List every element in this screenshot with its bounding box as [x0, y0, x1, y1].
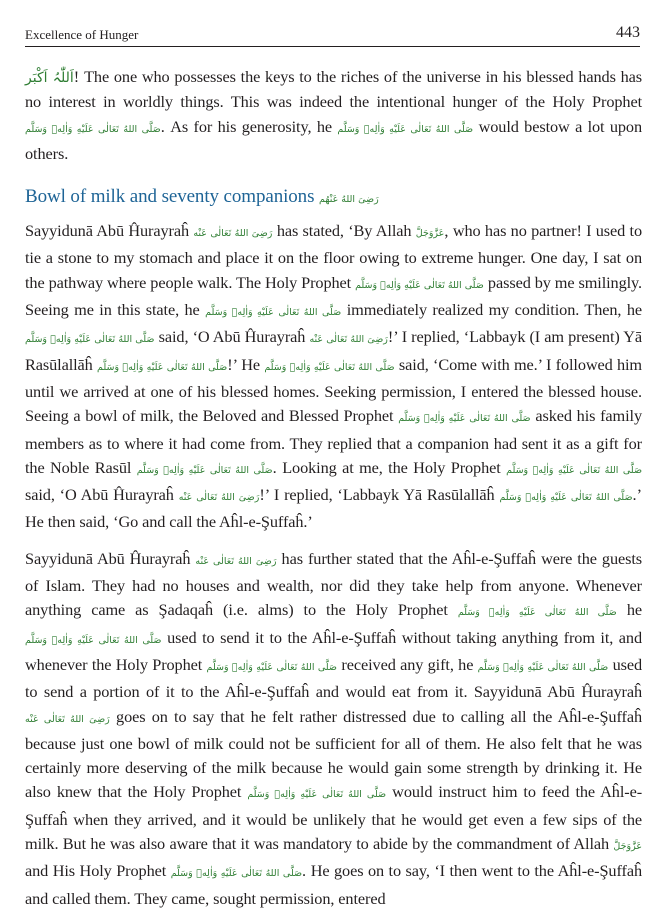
text-run: !’ I replied, ‘Labbayk Yā Rasūlallāĥ	[259, 485, 500, 505]
salawat-calligraphy: صَلَّى اللهُ تَعَالٰى عَلَيْهِ وَاٰلِهٖ وَسَلَّم	[136, 464, 273, 476]
text-run: Sayyidunā Abū Ĥurayraĥ	[25, 548, 196, 568]
text-run: received any gift, he	[337, 654, 478, 674]
text-run: !’ I replied, ‘Labbayk (I am present) Yā Rasūlallāĥ	[25, 327, 643, 374]
section-heading	[25, 182, 642, 215]
page-number: 443	[616, 24, 640, 41]
paragraph-2	[25, 547, 642, 911]
azza-wa-jall-calligraphy: عَزَّوَجَلَّ	[613, 841, 642, 853]
text-run: has stated, ‘By Allah	[272, 221, 416, 241]
text-run: . He goes on to say, ‘I then went to the Aĥl-e-Şuffaĥ and called them. They came, sought permission, entered	[25, 861, 642, 908]
radiallahu-anhu-calligraphy: رَضِیَ اللهُ تَعَالٰی عَنْه	[195, 555, 277, 567]
text-run: has further stated that the Aĥl-e-Şuffaĥ were the guests of Islam. They had no houses and wealth, nor did they take help from anyone. Whenever anything came as Şadaqaĥ (i.e. alms) to the Holy Prophet	[25, 548, 643, 620]
salawat-calligraphy: صَلَّى اللهُ تَعَالٰى عَلَيْهِ وَاٰلِهٖ وَسَلَّم	[355, 279, 484, 291]
salawat-calligraphy: صَلَّى اللهُ تَعَالٰى عَلَيْهِ وَاٰلِهٖ وَسَلَّم	[477, 661, 609, 673]
text-run: said, ‘O Abū Ĥurayraĥ	[154, 327, 310, 347]
radiallahu-anhu-calligraphy: رَضِیَ اللهُ تَعَالٰی عَنْه	[25, 713, 110, 725]
text-run: used to send a portion of it to the Aĥl-e-Şuffaĥ and would eat from it. Sayyidunā Abū Ĥurayraĥ	[25, 654, 643, 702]
azza-wa-jall-calligraphy: عَزَّوَجَلَّ	[415, 228, 445, 240]
text-run: . Looking at me, the Holy Prophet	[272, 457, 507, 477]
text-run: used to send it to the Aĥl-e-Şuffaĥ without taking anything from it, and whenever the Holy Prophet	[25, 627, 642, 674]
text-run: immediately realized my condition. Then, he	[341, 300, 642, 320]
radiallahu-anhum-calligraphy: رَضِیَ اللهُ عَنْهُم	[319, 194, 379, 206]
text-run: Sayyidunā Abū Ĥurayraĥ	[25, 221, 194, 241]
text-run: goes on to say that he felt rather distressed due to calling all the Aĥl-e-Şuffaĥ because just one bowl of milk could not be sufficient for all of them. He also felt that he was certainly more deserving of the milk because he would gain some strength by drinking it. He also knew that the Holy Prophet	[25, 706, 642, 802]
salawat-calligraphy: صَلَّى اللهُ تَعَالٰى عَلَيْهِ وَاٰلِهٖ وَسَلَّم	[337, 123, 474, 135]
text-run: . As for his generosity, he	[160, 116, 338, 136]
text-run: and His Holy Prophet	[25, 861, 171, 881]
salawat-calligraphy: صَلَّى اللهُ تَعَالٰى عَلَيْهِ وَاٰلِهٖ وَسَلَّم	[25, 123, 161, 135]
salawat-calligraphy: صَلَّى اللهُ تَعَالٰى عَلَيْهِ وَاٰلِهٖ وَسَلَّم	[499, 492, 633, 504]
salawat-calligraphy: صَلَّى اللهُ تَعَالٰى عَلَيْهِ وَاٰلِهٖ وَسَلَّم	[264, 361, 395, 373]
salawat-calligraphy: صَلَّى اللهُ تَعَالٰى عَلَيْهِ وَاٰلِهٖ وَسَلَّم	[247, 789, 387, 801]
chapter-title: Excellence of Hunger	[25, 27, 139, 42]
text-run: would instruct him to feed the Aĥl-e-Şuffaĥ when they arrived, and it would be unlikely that he would get even a few sips of the milk. But he was also aware that it was mandatory to abide by the commandment of Allah	[25, 782, 643, 854]
salawat-calligraphy: صَلَّى اللهُ تَعَالٰى عَلَيْهِ وَاٰلِهٖ وَسَلَّم	[97, 361, 228, 373]
allahu-akbar-calligraphy: اَللّٰہُ اَکْبَر	[25, 70, 74, 86]
radiallahu-anhu-calligraphy: رَضِیَ اللهُ تَعَالٰی عَنْه	[193, 228, 273, 240]
salawat-calligraphy: صَلَّى اللهُ تَعَالٰى عَلَيْهِ وَاٰلِهٖ وَسَلَّم	[25, 634, 162, 646]
radiallahu-anhu-calligraphy: رَضِیَ اللهُ تَعَالٰی عَنْه	[178, 492, 260, 504]
text-run: said, ‘O Abū Ĥurayraĥ	[25, 485, 179, 505]
salawat-calligraphy: صَلَّى اللهُ تَعَالٰى عَلَيْهِ وَاٰلِهٖ وَسَلَّم	[506, 464, 643, 476]
salawat-calligraphy: صَلَّى اللهُ تَعَالٰى عَلَيْهِ وَاٰلِهٖ وَسَلَّم	[170, 868, 303, 880]
text-run: , who has no partner! I used to tie a stone to my stomach and place it on the floor owing to extreme hunger. One day, I sat on the pathway where people walk. The Holy Prophet	[25, 221, 643, 292]
text-run: he	[616, 600, 643, 620]
salawat-calligraphy: صَلَّى اللهُ تَعَالٰى عَلَيْهِ وَاٰلِهٖ وَسَلَّم	[398, 413, 531, 425]
page-body	[25, 65, 642, 911]
radiallahu-anhu-calligraphy: رَضِیَ اللهُ تَعَالٰی عَنْه	[309, 334, 388, 346]
text-run: !’ He	[227, 354, 265, 374]
intro-paragraph	[25, 65, 642, 166]
section-heading-text: Bowl of milk and seventy companions	[25, 186, 320, 208]
paragraph-1	[25, 219, 642, 535]
running-header	[25, 24, 640, 47]
salawat-calligraphy: صَلَّى اللهُ تَعَالٰى عَلَيْهِ وَاٰلِهٖ وَسَلَّم	[25, 334, 155, 346]
salawat-calligraphy: صَلَّى اللهُ تَعَالٰى عَلَيْهِ وَاٰلِهٖ وَسَلَّم	[205, 307, 342, 319]
text-run: asked his family members as to where it had come from. They replied that a companion had sent it as a gift for the Noble Rasūl	[25, 406, 642, 477]
text-run: passed by me smilingly. Seeing me in this state, he	[25, 272, 643, 320]
text-run: would bestow a lot upon others.	[25, 116, 643, 163]
salawat-calligraphy: صَلَّى اللهُ تَعَالٰى عَلَيْهِ وَاٰلِهٖ وَسَلَّم	[457, 607, 617, 619]
salawat-calligraphy: صَلَّى اللهُ تَعَالٰى عَلَيْهِ وَاٰلِهٖ وَسَلَّم	[206, 661, 337, 673]
text-run: ! The one who possesses the keys to the riches of the universe in his blessed hands has no interest in worldly things. This was indeed the intentional hunger of the Holy Prophet	[25, 67, 642, 112]
text-run: said, ‘Come with me.’ I followed him until we arrived at one of his blessed homes. Seeking permission, I entered the blessed house. Seeing a bowl of milk, the Beloved and Blessed Prophet	[25, 354, 642, 426]
text-run: .’ He then said, ‘Go and call the Aĥl-e-Şuffaĥ.’	[25, 485, 643, 532]
